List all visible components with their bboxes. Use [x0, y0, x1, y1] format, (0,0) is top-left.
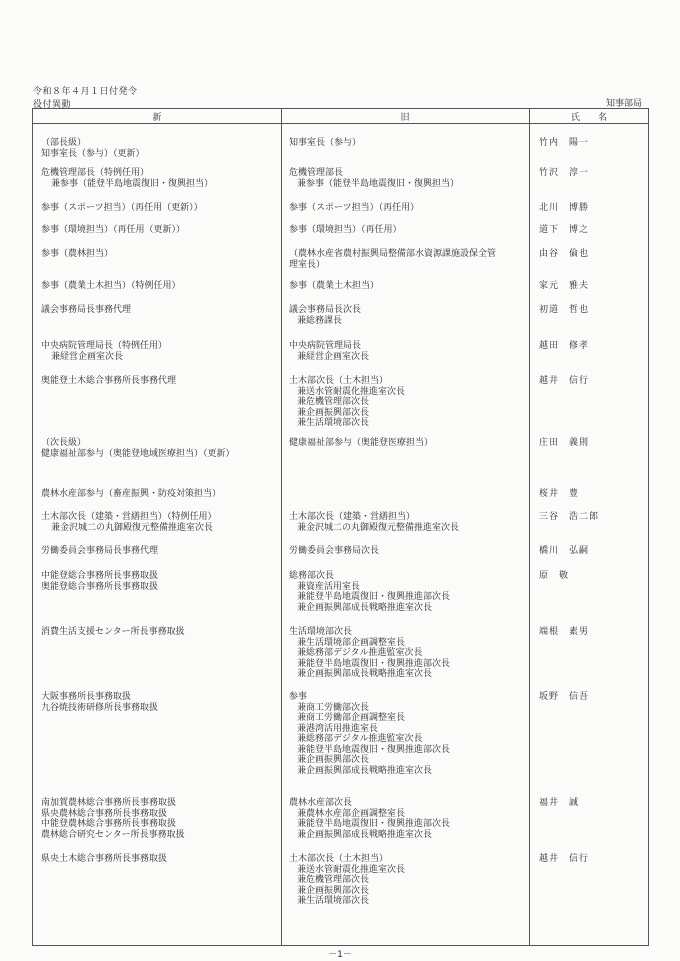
new-position-line: 参事（農林担当） [41, 249, 114, 259]
person-name: 由谷 倫也 [539, 249, 590, 259]
new-position-line: 農林水産部参与（畜産振興・防疫対策担当） [41, 489, 222, 499]
new-position-line: 大阪事務所長事務取扱 [41, 692, 132, 702]
old-position-line: 健康福祉部参与（奥能登医療担当） [289, 438, 434, 448]
new-position-cell [41, 798, 286, 840]
page-number: －1－ [328, 950, 352, 960]
new-position-line: 農林総合研究センター所長事務取扱 [41, 829, 185, 840]
old-position-line: 兼企画振興部成長戦略推進室次長 [297, 669, 433, 679]
old-position-line: 議会事務局長次長 [289, 305, 362, 315]
new-position-line: 参事（環境担当）（再任用（更新）） [41, 225, 186, 235]
column-header-new: 新 [152, 113, 162, 123]
new-position-cell [41, 571, 286, 592]
old-position-line: （農林水産省農村振興局整備部水資源課施設保全管 [289, 249, 497, 259]
old-position-line: 危機管理部長 [289, 168, 344, 178]
new-position-line: （部長級） [41, 138, 87, 148]
new-position-cell [41, 512, 286, 533]
person-name: 竹沢 淳一 [539, 168, 590, 178]
new-position-line: 兼経営企画室次長 [51, 351, 124, 362]
old-position-line: 兼企画振興部成長戦略推進室次長 [297, 829, 433, 840]
new-position-line: 参事（スポーツ担当）（再任用（更新）） [41, 203, 203, 213]
person-name: 坂野 信吾 [539, 692, 590, 702]
old-position-cell [289, 854, 529, 907]
person-name: 道下 博之 [539, 225, 590, 235]
old-position-line: 生活環境部次長 [289, 627, 353, 637]
new-position-cell [41, 225, 286, 236]
person-name: 越井 信行 [539, 854, 590, 864]
new-position-cell [41, 692, 286, 713]
new-position-line: 南加賀農林総合事務所長事務取扱 [41, 798, 177, 808]
new-position-cell [41, 376, 286, 387]
old-position-line: 兼商工労働部次長 [297, 702, 370, 713]
old-position-line: 兼生活環境部次長 [297, 418, 370, 428]
old-position-line: 参事（環境担当）（再任用） [289, 225, 402, 235]
person-name: 庄田 義則 [539, 438, 590, 448]
old-position-cell [289, 438, 529, 449]
old-position-line: 知事室長（参与） [289, 138, 362, 148]
old-position-line: 兼農林水産部企画調整室長 [297, 808, 406, 819]
new-position-cell [41, 168, 286, 189]
person-name: 福井 誠 [539, 798, 580, 808]
old-position-line: 兼生活環境部企画調整室長 [297, 637, 406, 648]
new-position-line: 九谷焼技術研修所長事務取扱 [41, 702, 159, 713]
person-name: 橋川 弘嗣 [539, 546, 590, 556]
new-position-line: 県央土木総合事務所長事務取扱 [41, 854, 168, 864]
person-name: 越井 信行 [539, 376, 590, 386]
old-position-cell [289, 546, 529, 557]
old-position-line: 兼資産活用室長 [297, 581, 361, 592]
old-position-line: 兼企画振興部次長 [297, 755, 370, 765]
new-position-cell [41, 341, 286, 362]
old-position-line: 土木部次長（土木担当） [289, 376, 389, 386]
new-position-cell [41, 438, 286, 459]
old-position-cell [289, 571, 529, 613]
issue-date: 令和８年４月１日付発令 [33, 87, 138, 97]
new-position-cell [41, 627, 286, 638]
old-position-line: 兼参事（能登半島地震復旧・復興担当） [297, 178, 460, 189]
old-position-line: 土木部次長（建築・営繕担当） [289, 512, 416, 522]
new-position-line: 危機管理部長（特例任用） [41, 168, 150, 178]
old-position-cell [289, 798, 529, 840]
new-position-cell [41, 138, 286, 159]
old-position-line: 土木部次長（土木担当） [289, 854, 389, 864]
new-position-line: 健康福祉部参与（奥能登地域医療担当）（更新） [41, 448, 235, 459]
old-position-line: 兼総務課長 [297, 315, 343, 326]
old-position-line: 兼能登半島地震復旧・復興推進部次長 [297, 592, 451, 602]
department-label: 知事部局 [605, 99, 642, 109]
old-position-line: 兼港湾活用推進室長 [297, 723, 379, 734]
old-position-line: 農林水産部次長 [289, 798, 353, 808]
new-position-line: 奥能登土木総合事務所長事務代理 [41, 376, 177, 386]
person-name: 三谷 浩二郎 [539, 512, 600, 522]
new-position-line: 労働委員会事務局長事務代理 [41, 546, 159, 556]
document-type: 役付異動 [33, 100, 72, 110]
old-position-cell [289, 281, 529, 292]
old-position-line: 兼企画振興部成長戦略推進室次長 [297, 602, 433, 613]
person-name: 北川 博勝 [539, 203, 590, 213]
old-position-line: 参事（農業土木担当） [289, 281, 380, 291]
new-position-cell [41, 203, 286, 214]
new-position-cell [41, 546, 286, 557]
old-position-line: 兼企画振興部次長 [297, 407, 370, 418]
old-position-line: 兼送水管耐震化推進室次長 [297, 864, 406, 875]
old-position-line: 兼金沢城二の丸御殿復元整備推進室次長 [297, 522, 460, 533]
old-position-line: 兼能登半島地震復旧・復興推進部次長 [297, 819, 451, 829]
person-name: 越田 修孝 [539, 341, 590, 351]
personnel-table [32, 108, 649, 946]
new-position-line: 参事（農業土木担当）（特例任用） [41, 281, 181, 291]
person-name: 家元 雅夫 [539, 281, 590, 291]
person-name: 原 敬 [539, 571, 570, 581]
old-position-line: 兼総務部デジタル推進監室次長 [297, 648, 423, 658]
old-position-cell [289, 249, 529, 270]
new-position-line: 消費生活支援センター所長事務取扱 [41, 627, 185, 637]
old-position-cell [289, 341, 529, 362]
old-position-cell [289, 692, 529, 776]
old-position-line: 理室長） [289, 259, 326, 270]
old-position-cell [289, 225, 529, 236]
old-position-line: 中央病院管理局長 [289, 341, 362, 351]
old-position-line: 参事 [289, 692, 308, 702]
new-position-line: （次長級） [41, 438, 87, 448]
old-position-cell [289, 305, 529, 326]
old-position-line: 総務部次長 [289, 571, 335, 581]
column-header-old: 旧 [400, 113, 410, 123]
new-position-line: 奥能登総合事務所長事務取扱 [41, 581, 159, 592]
new-position-line: 中央病院管理局長（特例任用） [41, 341, 168, 351]
old-position-line: 兼能登半島地震復旧・復興推進部次長 [297, 744, 451, 755]
old-position-line: 兼商工労働部企画調整室長 [297, 713, 406, 723]
new-position-line: 土木部次長（建築・営繕担当）（特例任用） [41, 512, 217, 522]
old-position-line: 兼生活環境部次長 [297, 896, 370, 906]
new-position-line: 議会事務局長事務代理 [41, 305, 132, 315]
person-name: 初道 哲也 [539, 305, 590, 315]
old-position-cell [289, 203, 529, 214]
old-position-line: 兼能登半島地震復旧・復興推進部次長 [297, 658, 451, 669]
old-position-cell [289, 168, 529, 189]
old-position-line: 参事（スポーツ担当）（再任用） [289, 203, 420, 213]
old-position-line: 兼危機管理部次長 [297, 875, 370, 885]
old-position-line: 兼企画振興部成長戦略推進室次長 [297, 765, 433, 776]
old-position-cell [289, 512, 529, 533]
new-position-cell [41, 281, 286, 292]
old-position-line: 兼企画振興部次長 [297, 885, 370, 896]
new-position-cell [41, 305, 286, 316]
old-position-cell [289, 138, 529, 149]
old-position-line: 兼送水管耐震化推進室次長 [297, 386, 406, 397]
new-position-cell [41, 249, 286, 260]
new-position-line: 県央農林総合事務所長事務取扱 [41, 808, 168, 819]
new-position-line: 兼金沢城二の丸御殿復元整備推進室次長 [51, 522, 214, 533]
old-position-line: 兼危機管理部次長 [297, 397, 370, 407]
column-divider [529, 109, 530, 945]
person-name: 端根 素男 [539, 627, 590, 637]
column-header-name: 氏 名 [570, 113, 607, 123]
old-position-line: 兼総務部デジタル推進監室次長 [297, 734, 423, 744]
new-position-line: 中能登総合事務所長事務取扱 [41, 571, 159, 581]
new-position-cell [41, 854, 286, 865]
new-position-line: 中能登農林総合事務所長事務取扱 [41, 819, 177, 829]
old-position-cell [289, 627, 529, 680]
person-name: 竹内 陽一 [539, 138, 590, 148]
new-position-cell [41, 489, 286, 500]
header-divider [33, 123, 648, 124]
old-position-cell [289, 376, 529, 429]
new-position-line: 兼参事（能登半島地震復旧・復興担当） [51, 178, 214, 189]
old-position-line: 労働委員会事務局次長 [289, 546, 380, 556]
person-name: 桜井 豊 [539, 489, 580, 499]
old-position-line: 兼経営企画室次長 [297, 351, 370, 362]
new-position-line: 知事室長（参与）（更新） [41, 148, 145, 159]
